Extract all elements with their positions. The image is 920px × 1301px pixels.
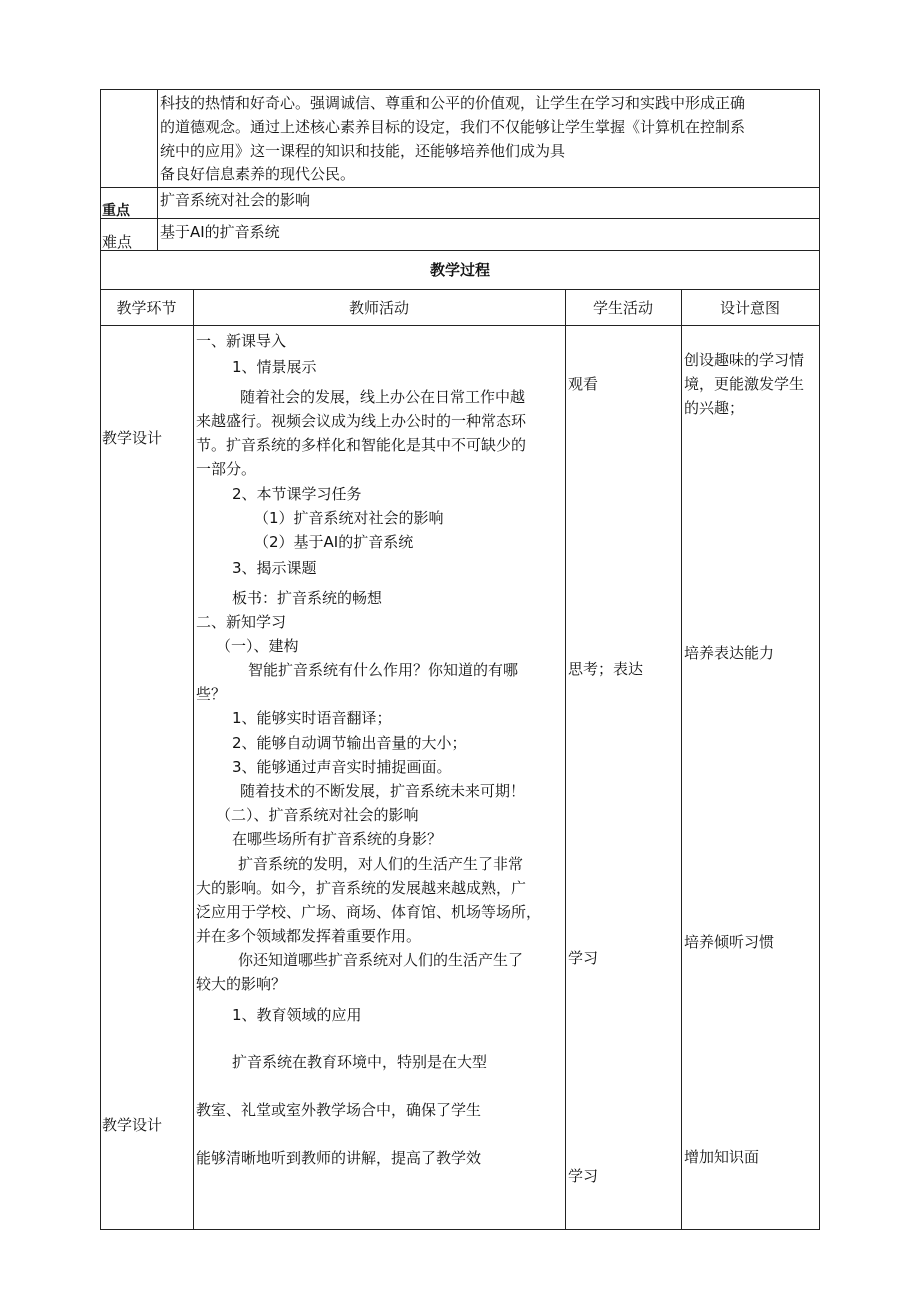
- teacher-line: 在哪些场所有扩音系统的身影？: [232, 830, 443, 848]
- rule-after-key: [100, 218, 820, 219]
- teacher-line: 你还知道哪些扩音系统对人们的生活产生了: [238, 951, 524, 969]
- teacher-line: （二）、扩音系统对社会的影响: [216, 806, 419, 824]
- teacher-line: 3、揭示课题: [232, 559, 317, 577]
- teacher-line: 1、能够实时语音翻译；: [232, 709, 392, 727]
- rule-col2: [565, 289, 566, 1230]
- teacher-line: 来越盛行。视频会议成为线上办公时的一种常态环: [196, 412, 527, 430]
- student-activity: 学习: [568, 1167, 599, 1185]
- teacher-line: 板书：扩音系统的畅想: [232, 589, 383, 607]
- intent-line: 培养表达能力: [684, 644, 775, 662]
- key-point-label: 重点: [102, 203, 130, 219]
- intent-line: 境，更能激发学生: [684, 375, 805, 393]
- teacher-line: 些？: [196, 685, 227, 703]
- difficulty-label: 难点: [102, 233, 133, 251]
- student-activity: 观看: [568, 375, 599, 393]
- teacher-line: 教室、礼堂或室外教学场合中，确保了学生: [196, 1101, 482, 1119]
- process-title: 教学过程: [429, 261, 490, 279]
- teacher-line: 二、新知学习: [196, 613, 287, 631]
- teacher-line: 2、本节课学习任务: [232, 485, 362, 503]
- intro-line-1: 科技的热情和好奇心。强调诚信、尊重和公平的价值观，让学生在学习和实践中形成正确: [160, 94, 746, 112]
- teacher-line: 1、情景展示: [232, 358, 317, 376]
- teacher-line: 3、能够通过声音实时捕捉画面。: [232, 758, 452, 776]
- difficulty-value: 基于AI的扩音系统: [160, 223, 280, 241]
- teacher-line: 智能扩音系统有什么作用？你知道的有哪: [248, 661, 519, 679]
- teacher-line: 扩音系统在教育环境中，特别是在大型: [232, 1053, 488, 1071]
- intent-line: 增加知识面: [684, 1148, 760, 1166]
- teacher-line: 较大的影响？: [196, 975, 287, 993]
- rule-after-title: [100, 289, 820, 290]
- intro-line-2: 的道德观念。通过上述核心素养目标的设定，我们不仅能够让学生掌握《计算机在控制系: [160, 118, 746, 136]
- teacher-line: 并在多个领域都发挥着重要作用。: [196, 927, 422, 945]
- header-student: 学生活动: [592, 299, 653, 317]
- intent-line: 培养倾听习惯: [684, 933, 775, 951]
- intro-line-4: 备良好信息素养的现代公民。: [160, 165, 356, 183]
- teacher-line: 大的影响。如今，扩音系统的发展越来越成熟，广: [196, 879, 527, 897]
- teacher-line: 泛应用于学校、广场、商场、体育馆、机场等场所，: [196, 903, 542, 921]
- stage-label-1: 教学设计: [102, 429, 163, 447]
- intro-line-3: 统中的应用》这一课程的知识和技能，还能够培养他们成为具: [160, 142, 566, 160]
- key-point-value: 扩音系统对社会的影响: [160, 191, 311, 209]
- rule-col3: [681, 289, 682, 1230]
- header-stage: 教学环节: [116, 299, 177, 317]
- rule-after-headers: [100, 325, 820, 326]
- rule-top: [100, 89, 820, 90]
- teacher-line: （1）扩音系统对社会的影响: [254, 509, 444, 527]
- teacher-line: 扩音系统的发明，对人们的生活产生了非常: [238, 855, 524, 873]
- teacher-line: 随着社会的发展，线上办公在日常工作中越: [240, 388, 526, 406]
- intent-line: 创设趣味的学习情: [684, 351, 805, 369]
- header-teacher: 教师活动: [348, 299, 409, 317]
- teacher-line: 一、新课导入: [196, 332, 287, 350]
- teacher-line: 能够清晰地听到教师的讲解，提高了教学效: [196, 1149, 482, 1167]
- teacher-line: 随着技术的不断发展，扩音系统未来可期！: [240, 782, 526, 800]
- stage-label-2: 教学设计: [102, 1116, 163, 1134]
- header-intent: 设计意图: [719, 299, 780, 317]
- teacher-line: 2、能够自动调节输出音量的大小；: [232, 734, 467, 752]
- student-activity: 学习: [568, 949, 599, 967]
- student-activity: 思考；表达: [568, 660, 644, 678]
- rule-after-difficulty: [100, 250, 820, 251]
- teacher-line: 节。扩音系统的多样化和智能化是其中不可缺少的: [196, 436, 527, 454]
- teacher-line: 一部分。: [196, 460, 257, 478]
- teacher-line: （2）基于AI的扩音系统: [254, 533, 414, 551]
- teacher-line: （一）、建构: [216, 637, 299, 655]
- rule-label-col: [157, 89, 158, 250]
- teacher-line: 1、教育领域的应用: [232, 1006, 362, 1024]
- intent-line: 的兴趣；: [684, 399, 745, 417]
- rule-bottom: [100, 1229, 820, 1230]
- rule-col1: [193, 289, 194, 1230]
